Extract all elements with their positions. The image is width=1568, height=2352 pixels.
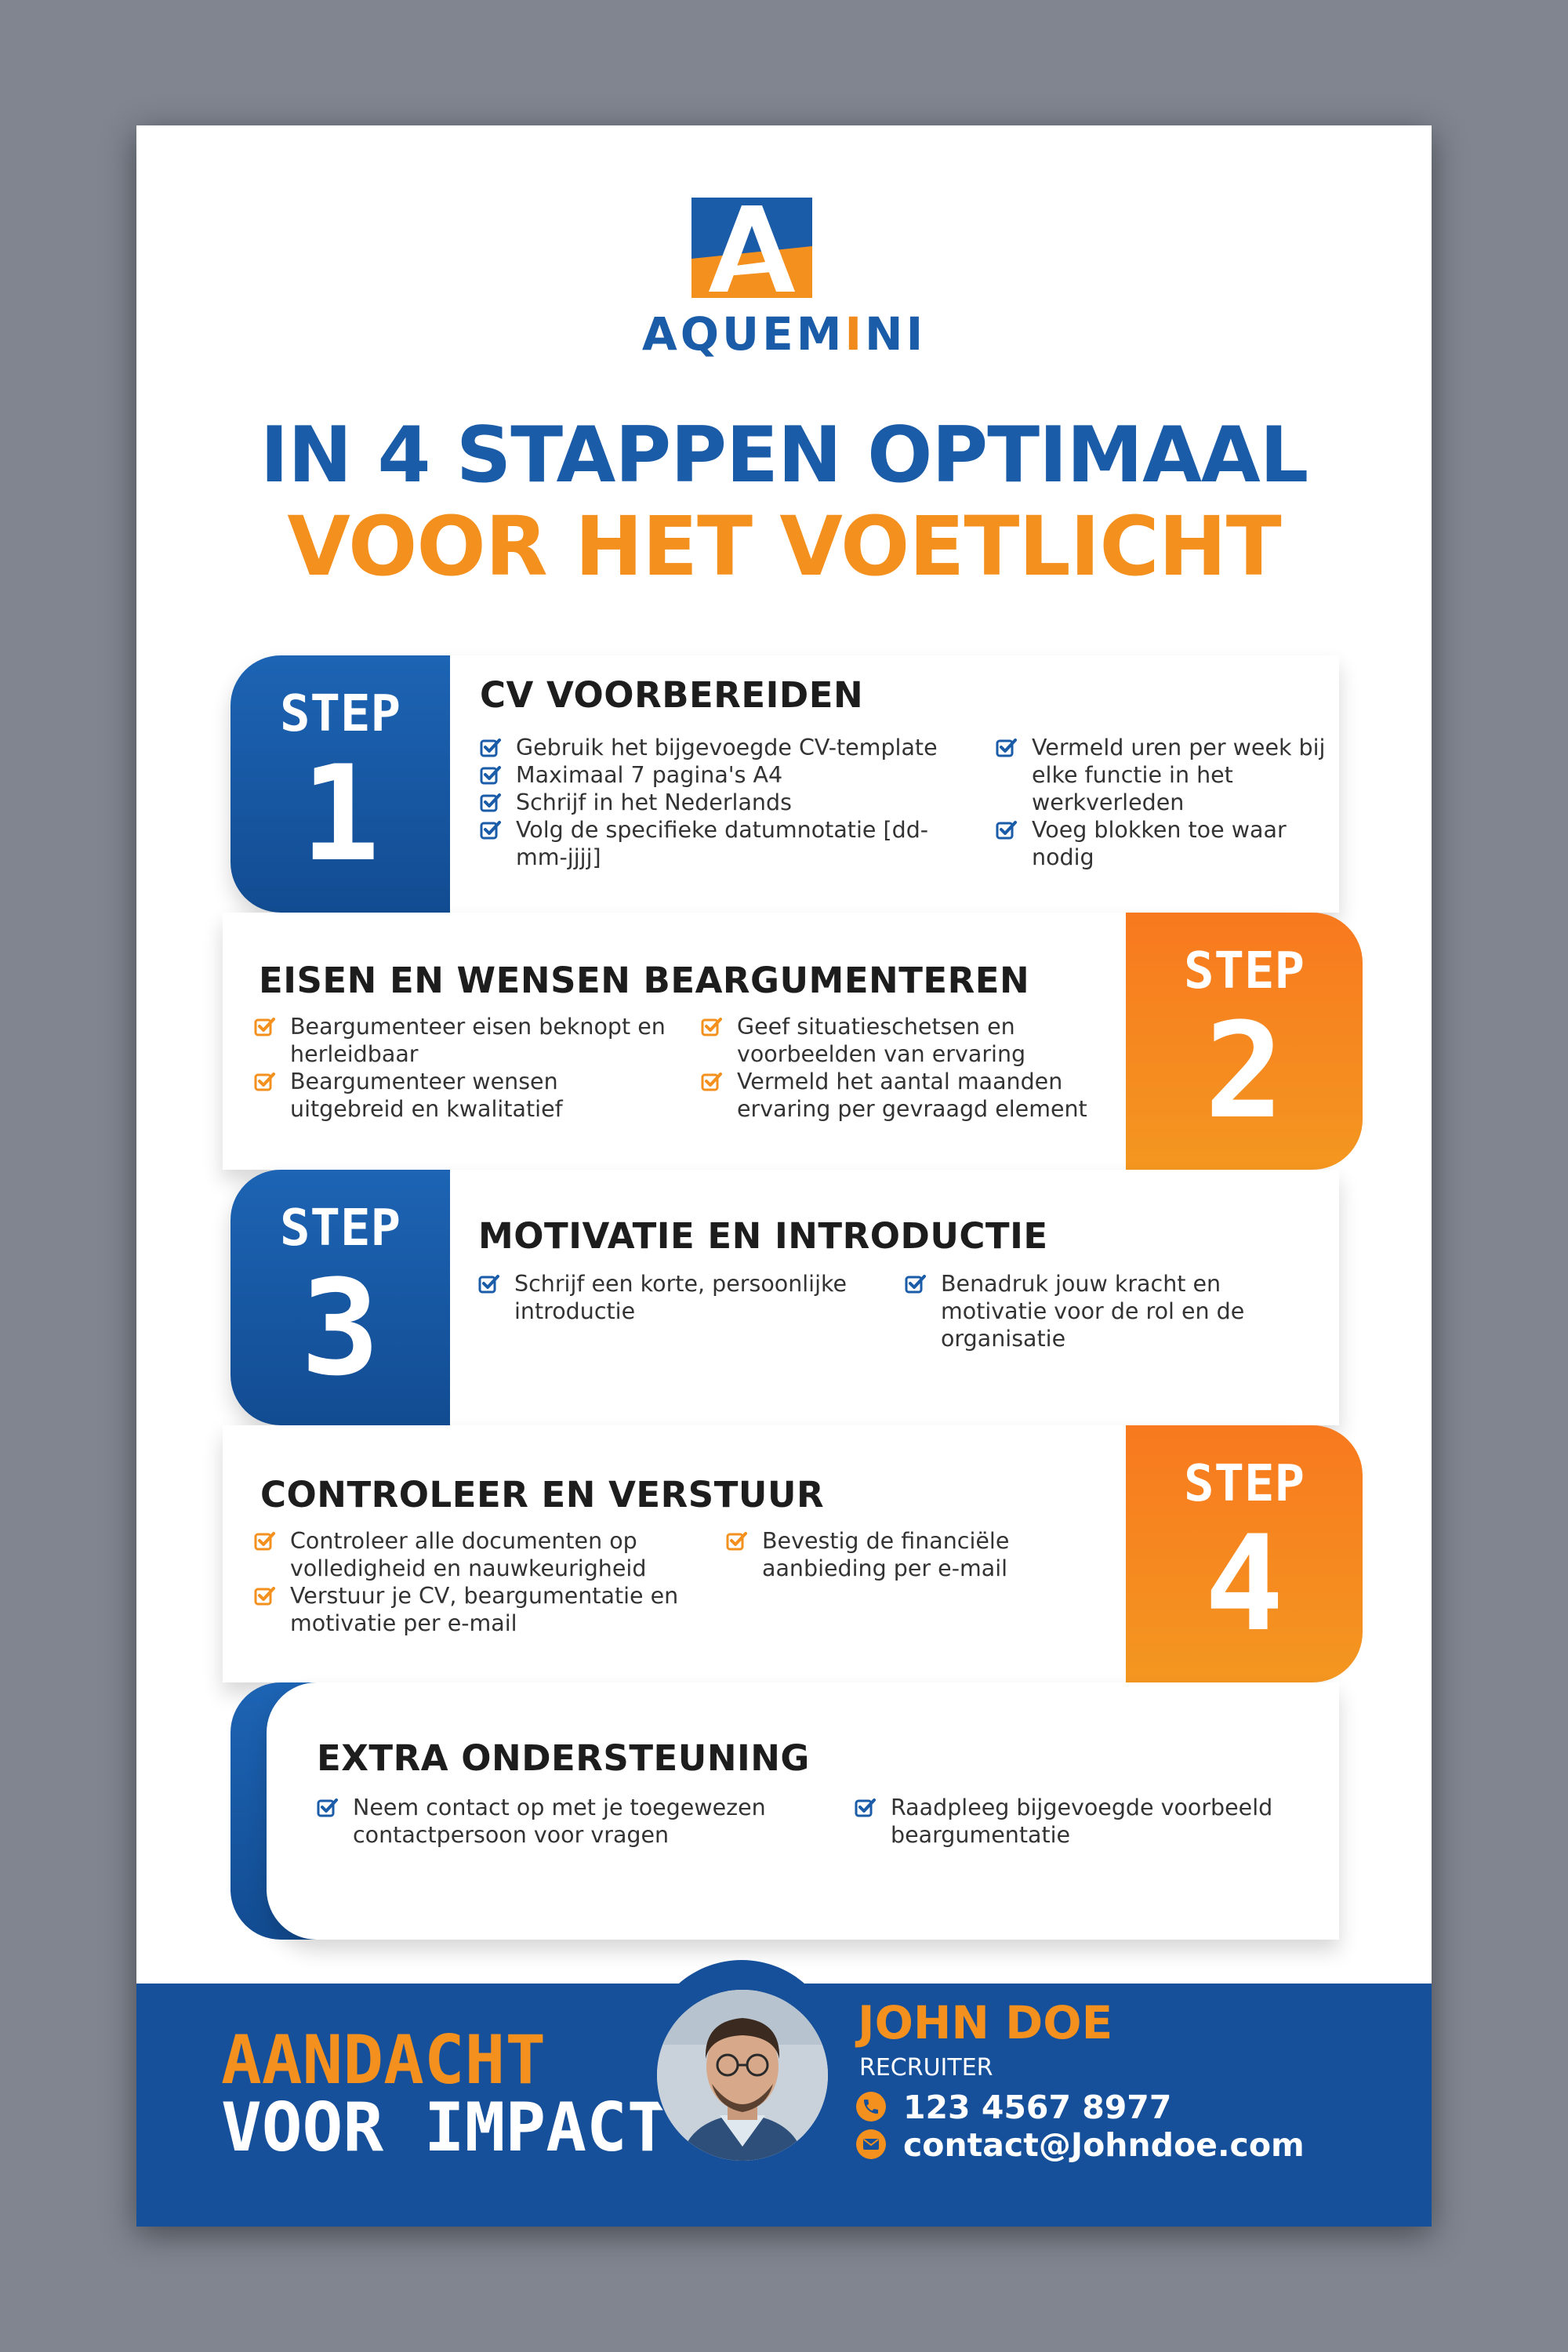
checkbox-checked-icon bbox=[317, 1797, 339, 1819]
list-item: Maximaal 7 pagina's A4 bbox=[480, 761, 966, 789]
list-item: Vermeld uren per week bij elke functie in het werkverleden bbox=[996, 734, 1341, 816]
avatar bbox=[657, 1990, 828, 2161]
extra-list-right bbox=[855, 1794, 1325, 1849]
checkbox-checked-icon bbox=[855, 1797, 877, 1819]
step-3-list-right bbox=[905, 1270, 1281, 1352]
step-4-badge bbox=[1126, 1425, 1363, 1682]
list-item: Controleer alle documenten op volledigheid en nauwkeurigheid bbox=[254, 1527, 698, 1582]
list-item: Vermeld het aantal maanden ervaring per gevraagd element bbox=[701, 1068, 1145, 1123]
step-3-word: STEP bbox=[279, 1200, 401, 1258]
checkbox-checked-icon bbox=[701, 1016, 723, 1038]
step-2-title: EISEN EN WENSEN BEARGUMENTEREN bbox=[259, 960, 1030, 1001]
checkbox-checked-icon bbox=[254, 1585, 276, 1607]
contact-role: RECRUITER bbox=[859, 2054, 993, 2082]
checkbox-checked-icon bbox=[726, 1530, 748, 1552]
contact-phone-text: 123 4567 8977 bbox=[903, 2089, 1172, 2126]
step-4-number: 4 bbox=[1204, 1507, 1284, 1661]
step-1-number: 1 bbox=[300, 737, 380, 891]
step-3-title: MOTIVATIE EN INTRODUCTIE bbox=[478, 1215, 1048, 1257]
checkbox-checked-icon bbox=[478, 1273, 500, 1295]
checkbox-checked-icon bbox=[996, 737, 1018, 759]
checkbox-checked-icon bbox=[480, 764, 502, 786]
step-3-list-left bbox=[478, 1270, 870, 1325]
list-item: Bevestig de financiële aanbieding per e-mail bbox=[726, 1527, 1060, 1582]
list-item: Schrijf een korte, persoonlijke introductie bbox=[478, 1270, 891, 1325]
poster bbox=[136, 125, 1432, 2227]
step-2-list-right bbox=[701, 1013, 1116, 1123]
avatar-image bbox=[657, 1990, 828, 2161]
list-item: Schrijf in het Nederlands bbox=[480, 789, 966, 816]
headline-line-1: IN 4 STAPPEN OPTIMAAL bbox=[260, 411, 1308, 500]
step-1-badge bbox=[230, 655, 450, 913]
list-item: Beargumenteer eisen beknopt en herleidbaar bbox=[254, 1013, 677, 1068]
step-2-number: 2 bbox=[1204, 994, 1284, 1148]
contact-name: JOHN DOE bbox=[858, 1996, 1113, 2049]
list-item: Volg de specifieke datumnotatie [dd-mm-jjjj] bbox=[480, 816, 955, 871]
list-item: Raadpleeg bijgevoegde voorbeeld beargumentatie bbox=[855, 1794, 1330, 1849]
headline-line-2: VOOR HET VOETLICHT bbox=[287, 499, 1281, 594]
checkbox-checked-icon bbox=[254, 1016, 276, 1038]
mail-icon bbox=[856, 2129, 886, 2159]
brand-wordmark: AQUEMINI bbox=[641, 307, 927, 361]
checkbox-checked-icon bbox=[996, 819, 1018, 841]
step-1-list-right bbox=[996, 734, 1341, 871]
list-item: Verstuur je CV, beargumentatie en motivatie per e-mail bbox=[254, 1582, 713, 1637]
contact-phone[interactable] bbox=[856, 2089, 1171, 2126]
phone-icon bbox=[856, 2092, 886, 2122]
checkbox-checked-icon bbox=[480, 792, 502, 814]
slogan-line-2: VOOR IMPACT bbox=[221, 2089, 668, 2167]
step-4-list-left bbox=[254, 1527, 693, 1637]
extra-list-left bbox=[317, 1794, 803, 1849]
checkbox-checked-icon bbox=[905, 1273, 927, 1295]
checkbox-checked-icon bbox=[254, 1071, 276, 1093]
list-item: Geef situatieschetsen en voorbeelden van ervaring bbox=[701, 1013, 1066, 1068]
slogan-line-1: AANDACHT bbox=[221, 2021, 546, 2100]
list-item: Beargumenteer wensen uitgebreid en kwalitatief bbox=[254, 1068, 619, 1123]
step-2-list-left bbox=[254, 1013, 677, 1123]
step-4-title: CONTROLEER EN VERSTUUR bbox=[260, 1474, 825, 1515]
step-2-word: STEP bbox=[1183, 942, 1305, 1000]
step-4-word: STEP bbox=[1183, 1455, 1305, 1513]
step-2-badge bbox=[1126, 913, 1363, 1170]
step-1-list-left bbox=[480, 734, 966, 871]
list-item: Voeg blokken toe waar nodig bbox=[996, 816, 1314, 871]
checkbox-checked-icon bbox=[701, 1071, 723, 1093]
extra-title: EXTRA ONDERSTEUNING bbox=[317, 1737, 810, 1779]
list-item: Gebruik het bijgevoegde CV-template bbox=[480, 734, 966, 761]
checkbox-checked-icon bbox=[254, 1530, 276, 1552]
contact-email-text: contact@Johndoe.com bbox=[903, 2126, 1305, 2164]
step-3-number: 3 bbox=[300, 1251, 380, 1405]
step-1-word: STEP bbox=[279, 685, 401, 743]
step-1-title: CV VOORBEREIDEN bbox=[480, 674, 864, 716]
checkbox-checked-icon bbox=[480, 737, 502, 759]
brand-logo-icon bbox=[691, 198, 812, 298]
contact-email[interactable] bbox=[856, 2126, 1305, 2164]
step-3-badge bbox=[230, 1170, 450, 1425]
list-item: Benadruk jouw kracht en motivatie voor de rol en de organisatie bbox=[905, 1270, 1286, 1352]
checkbox-checked-icon bbox=[480, 819, 502, 841]
list-item: Neem contact op met je toegewezen contactpersoon voor vragen bbox=[317, 1794, 808, 1849]
step-4-list-right bbox=[726, 1527, 1055, 1582]
